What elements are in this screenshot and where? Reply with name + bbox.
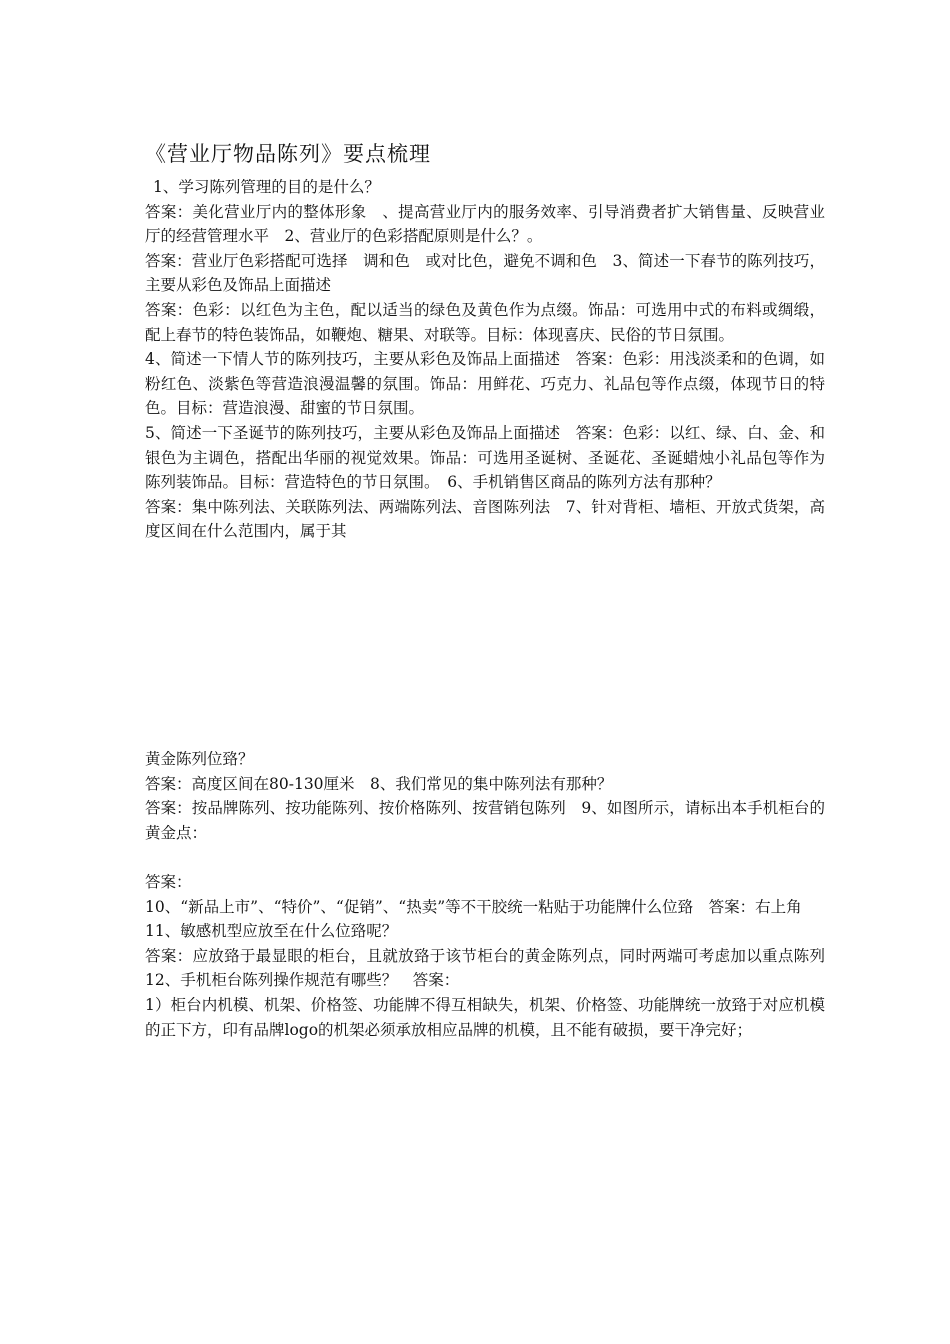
paragraph: 答案： [145, 872, 192, 891]
document-title: 《营业厅物品陈列》要点梳理 [145, 142, 431, 166]
paragraph: 答案：应放臵于最显眼的柜台，且就放臵于该节柜台的黄金陈列点，同时两端可考虑加以重点陈列 12、手机柜台陈列操作规范有哪些？ 答案： [145, 946, 841, 990]
paragraph: 答案：营业厅色彩搭配可选择 调和色 或对比色，避免不调和色 3、简述一下春节的陈列技巧，主要从彩色及饰品上面描述 [145, 251, 825, 295]
paragraph: 10、“新品上市”、“特价”、“促销”、“热卖”等不干胶统一粘贴于功能牌什么位臵 答案：右上角 [145, 897, 802, 916]
paragraph: 11、敏感机型应放至在什么位臵呢？ [145, 922, 398, 941]
paragraph: 1）柜台内机模、机架、价格签、功能牌不得互相缺失，机架、价格签、功能牌统一放臵于对应机模的正下方，印有品牌logo的机架必须承放相应品牌的机模，且不能有破损，要干净完好； [145, 995, 825, 1039]
paragraph: 答案：集中陈列法、关联陈列法、两端陈列法、音图陈列法 7、针对背柜、墙柜、开放式货架，高度区间在什么范围内，属于其 [145, 497, 825, 541]
paragraph: 答案：高度区间在80-130厘米 8、我们常见的集中陈列法有那种？ [145, 774, 613, 793]
paragraph: 答案：美化营业厅内的整体形象 、提高营业厅内的服务效率、引导消费者扩大销售量、反映营业厅的经营管理水平 2、营业厅的色彩搭配原则是什么？。 [145, 202, 825, 246]
section-one [145, 175, 825, 544]
paragraph: 黄金陈列位臵？ [145, 750, 254, 768]
section-two [145, 747, 841, 1042]
paragraph: 5、简述一下圣诞节的陈列技巧，主要从彩色及饰品上面描述 答案：色彩：以红、绿、白、金、和银色为主调色，搭配出华丽的视觉效果。饰品：可选用圣诞树、圣诞花、圣诞蜡烛小礼品包等作为陈列装饰品。目标：营造特色的节日氛围。 6、手机销售区商品的陈列方法有那种？ [145, 423, 825, 492]
paragraph: 答案：色彩：以红色为主色，配以适当的绿色及黄色作为点缀。饰品：可选用中式的布料或绸缎，配上春节的特色装饰品，如鞭炮、糖果、对联等。目标：体现喜庆、民俗的节日氛围。 [145, 300, 825, 344]
paragraph: 1、学习陈列管理的目的是什么？ [153, 178, 380, 196]
blank-line [145, 845, 825, 870]
paragraph: 答案：按品牌陈列、按功能陈列、按价格陈列、按营销包陈列 9、如图所示，请标出本手机柜台的黄金点： [145, 799, 825, 842]
paragraph: 4、简述一下情人节的陈列技巧，主要从彩色及饰品上面描述 答案：色彩：用浅淡柔和的色调，如粉红色、淡紫色等营造浪漫温馨的氛围。饰品：用鲜花、巧克力、礼品包等作点缀，体现节日的特色。目标：营造浪漫、甜蜜的节日氛围。 [145, 350, 825, 418]
